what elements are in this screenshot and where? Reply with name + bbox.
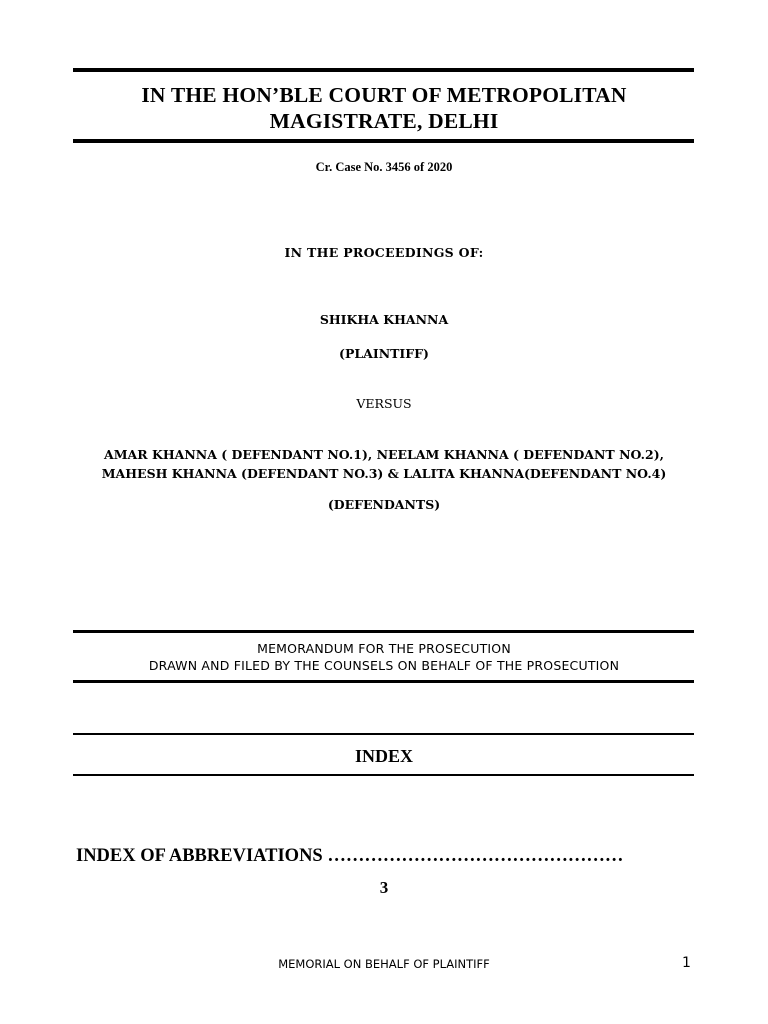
index-entry-leader: ………………………………………… [327, 846, 624, 866]
index-bottom-rule [73, 774, 694, 776]
memorandum-line2: DRAWN AND FILED BY THE COUNSELS ON BEHALF OF THE PROSECUTION [148, 658, 620, 673]
plaintiff-label: (PLAINTIFF) [339, 346, 429, 361]
defendants-line2: MAHESH KHANNA (DEFENDANT NO.3) & LALITA KHANNA(DEFENDANT NO.4) [101, 466, 667, 481]
page-number: 1 [682, 955, 691, 971]
index-entry-abbreviations[interactable] [76, 846, 623, 867]
memorandum-line1: MEMORANDUM FOR THE PROSECUTION [257, 641, 511, 656]
plaintiff-name: SHIKHA KHANNA [319, 312, 449, 327]
index-top-rule [73, 733, 694, 735]
case-number: Cr. Case No. 3456 of 2020 [315, 160, 453, 174]
proceedings-heading: IN THE PROCEEDINGS OF: [284, 245, 484, 260]
memo-bottom-rule [73, 680, 694, 683]
defendants-names [0, 445, 768, 483]
versus-text: VERSUS [356, 396, 412, 411]
index-entry-page: 3 [379, 878, 389, 897]
court-title-line2: MAGISTRATE, DELHI [269, 109, 499, 133]
index-heading: INDEX [354, 746, 413, 766]
title-top-rule [73, 68, 694, 72]
court-title [0, 82, 768, 134]
defendants-line1: AMAR KHANNA ( DEFENDANT NO.1), NEELAM KHANNA ( DEFENDANT NO.2), [104, 447, 664, 462]
court-title-line1: IN THE HON’BLE COURT OF METROPOLITAN [141, 83, 627, 107]
footer-text: MEMORIAL ON BEHALF OF PLAINTIFF [278, 957, 490, 971]
memo-top-rule [73, 630, 694, 633]
index-entry-label: INDEX OF ABBREVIATIONS [76, 846, 323, 866]
defendants-label: (DEFENDANTS) [327, 497, 441, 512]
memorandum [0, 640, 768, 674]
title-bottom-rule [73, 139, 694, 143]
